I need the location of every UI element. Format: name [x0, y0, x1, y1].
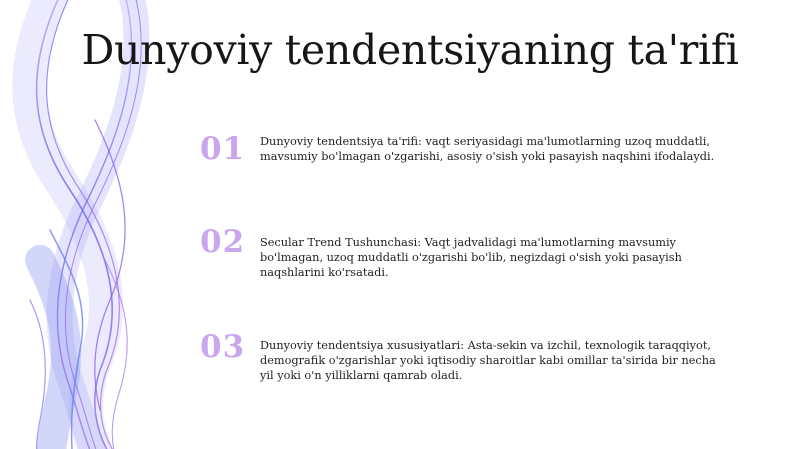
list-item	[190, 132, 780, 212]
slide-title: Dunyoviy tendentsiyaning ta'rifi	[81, 26, 739, 74]
item-text: Dunyoviy tendentsiya xususiyatlari: Asta-sekin va izchil, texnologik taraqqiyot, demografik o'zgarishlar yoki iqtisodiy sharoitlar kabi omillar ta'sirida bir necha yil yoki o'n yilliklarni qamrab oladi.	[260, 339, 716, 382]
item-number: 01	[200, 131, 246, 167]
item-number: 03	[200, 329, 246, 365]
item-text: Dunyoviy tendentsiya ta'rifi: vaqt seriyasidagi ma'lumotlarning uzoq muddatli, mavsumiy bo'lmagan o'zgarishi, asosiy o'sish yoki pasayish naqshini ifodalaydi.	[260, 135, 715, 163]
list-item	[190, 330, 780, 410]
list-item	[190, 224, 780, 307]
item-text: Secular Trend Tushunchasi: Vaqt jadvalidagi ma'lumotlarning mavsumiy bo'lmagan, uzoq muddatli o'zgarishi bo'lib, negizdagi o'sish yoki pasayish naqshlarini ko'rsatadi.	[260, 236, 682, 279]
item-number: 02	[200, 224, 246, 260]
